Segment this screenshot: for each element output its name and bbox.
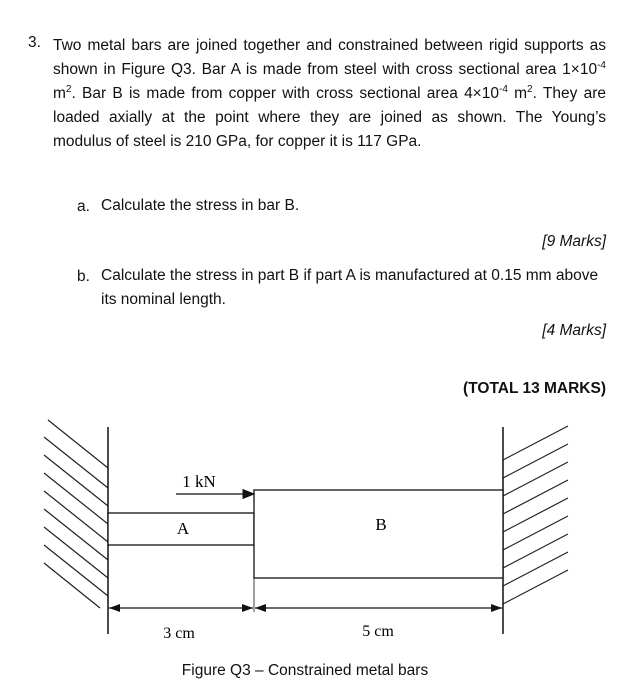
part-a-text: Calculate the stress in bar B. <box>101 197 300 214</box>
question-line2-mid: . Bar B is made from copper with cross sectional area <box>71 85 465 102</box>
right-wall-hatch <box>503 426 568 604</box>
bar-a-label: A <box>176 519 190 538</box>
question-line2-end: . They are loaded axially at the point where they are joined as shown. The Young’s modulus of steel is 210 GPa, for copper it is 117 GPa. <box>53 85 606 150</box>
figure-q3 <box>0 415 630 655</box>
question-line1: Two metal bars are joined together and constrained between rigid supports as shown in Figure Q3. Bar A is made from steel with cross sectional area <box>53 37 606 78</box>
left-wall-hatch <box>44 420 108 608</box>
area-b: $4\times 10^{-4}$ $m^2$ <box>464 84 533 102</box>
question-text <box>53 34 606 154</box>
part-b-letter: b. <box>77 268 90 285</box>
part-b-marks: [4 Marks] <box>542 322 606 339</box>
total-marks: (TOTAL 13 MARKS) <box>463 380 606 397</box>
part-a-letter: a. <box>77 198 90 215</box>
bar-b-label: B <box>375 515 387 534</box>
force-label: 1 kN <box>182 472 216 491</box>
dim-b-label: 5 cm <box>362 623 394 640</box>
bar-b <box>254 490 503 578</box>
area-a: $1\times 10^{-4}$ $m^2$ <box>53 60 606 102</box>
part-a-marks: [9 Marks] <box>542 233 606 250</box>
dim-a-label: 3 cm <box>163 625 195 642</box>
part-b-text: Calculate the stress in part B if part A is manufactured at 0.15 mm above its nominal length. <box>101 267 599 308</box>
figure-caption: Figure Q3 – Constrained metal bars <box>181 662 429 679</box>
question-number: 3. <box>28 34 41 51</box>
